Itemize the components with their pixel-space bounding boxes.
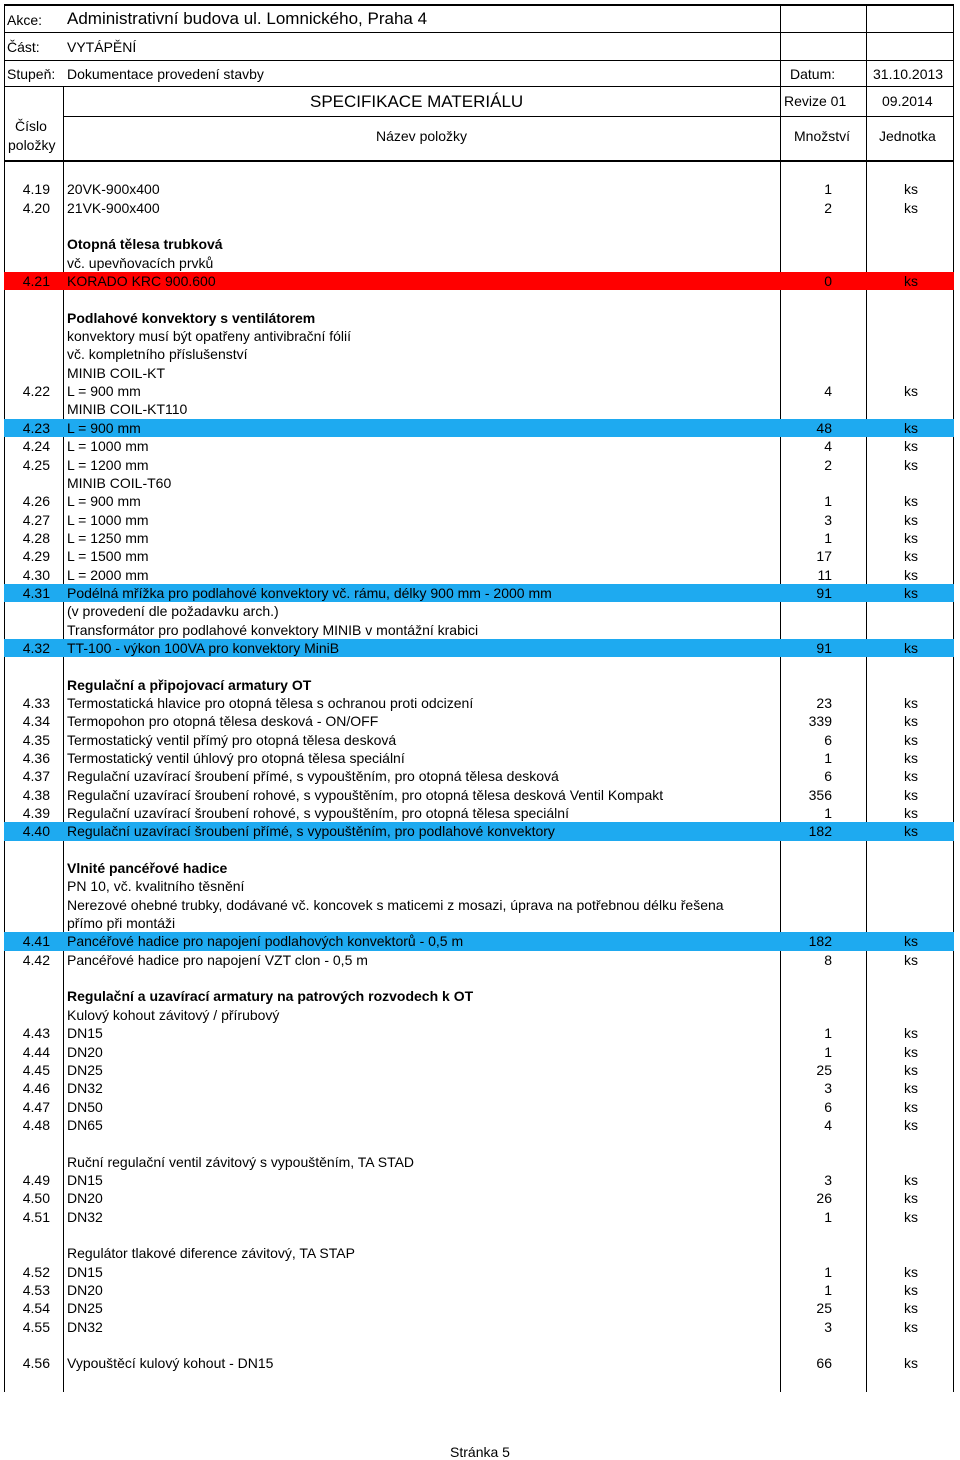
item-number: 4.42 bbox=[22, 951, 50, 968]
item-name: MINIB COIL-KT110 bbox=[67, 401, 188, 418]
item-name: MINIB COIL-T60 bbox=[67, 474, 172, 491]
item-number: 4.53 bbox=[22, 1281, 50, 1298]
header-row-line bbox=[4, 60, 954, 61]
table-row bbox=[4, 1281, 954, 1299]
item-number: 4.54 bbox=[22, 1300, 50, 1317]
item-unit: ks bbox=[904, 805, 918, 822]
item-unit: ks bbox=[904, 1300, 918, 1317]
part-name: VYTÁPĚNÍ bbox=[67, 39, 137, 55]
item-name: (v provedení dle požadavku arch.) bbox=[67, 603, 279, 620]
table-row bbox=[4, 1336, 954, 1354]
item-number: 4.22 bbox=[22, 383, 50, 400]
item-number: 4.33 bbox=[22, 694, 50, 711]
header-col-divider bbox=[866, 6, 867, 160]
table-row bbox=[4, 437, 954, 455]
item-unit: ks bbox=[904, 639, 918, 656]
table-row bbox=[4, 345, 954, 363]
table-row bbox=[4, 1061, 954, 1079]
akce-label: Akce: bbox=[7, 12, 43, 28]
item-unit: ks bbox=[904, 713, 918, 730]
specification-title: SPECIFIKACE MATERIÁLU bbox=[310, 92, 524, 111]
item-unit: ks bbox=[904, 1281, 918, 1298]
table-row bbox=[4, 914, 954, 932]
project-name: Administrativní budova ul. Lomnického, Praha 4 bbox=[67, 9, 428, 28]
item-number: 4.32 bbox=[22, 639, 50, 656]
table-row bbox=[4, 896, 954, 914]
item-unit: ks bbox=[904, 1043, 918, 1060]
revision-label: Revize 01 bbox=[784, 93, 847, 109]
table-row bbox=[4, 566, 954, 584]
table-row bbox=[4, 511, 954, 529]
item-quantity: 11 bbox=[817, 566, 832, 583]
item-name: DN15 bbox=[67, 1025, 103, 1042]
table-row bbox=[4, 456, 954, 474]
item-unit: ks bbox=[904, 1080, 918, 1097]
item-name: DN32 bbox=[67, 1208, 103, 1225]
col-header-jednotka: Jednotka bbox=[879, 128, 936, 144]
item-number: 4.39 bbox=[22, 805, 50, 822]
items-table bbox=[4, 162, 954, 1392]
table-row bbox=[4, 951, 954, 969]
item-name: DN65 bbox=[67, 1116, 103, 1133]
item-number: 4.43 bbox=[22, 1025, 50, 1042]
item-name: DN15 bbox=[67, 1263, 103, 1280]
item-number: 4.47 bbox=[22, 1098, 50, 1115]
item-number: 4.37 bbox=[22, 768, 50, 785]
table-row bbox=[4, 254, 954, 272]
item-quantity: 3 bbox=[824, 1318, 832, 1335]
item-number: 4.50 bbox=[22, 1190, 50, 1207]
item-name: vč. kompletního příslušenství bbox=[67, 346, 248, 363]
item-quantity: 6 bbox=[824, 731, 832, 748]
table-row bbox=[4, 309, 954, 327]
item-quantity: 6 bbox=[824, 1098, 832, 1115]
table-row bbox=[4, 749, 954, 767]
item-quantity: 339 bbox=[808, 713, 832, 730]
item-number: 4.56 bbox=[22, 1355, 50, 1372]
col-header-cislo-2: položky bbox=[8, 137, 56, 153]
item-unit: ks bbox=[904, 1190, 918, 1207]
item-name: MINIB COIL-KT bbox=[67, 364, 166, 381]
item-unit: ks bbox=[904, 511, 918, 528]
item-name: L = 900 mm bbox=[67, 383, 141, 400]
item-number: 4.41 bbox=[22, 933, 50, 950]
item-quantity: 1 bbox=[824, 493, 832, 510]
item-unit: ks bbox=[904, 823, 918, 840]
table-row bbox=[4, 1079, 954, 1097]
item-unit: ks bbox=[904, 1318, 918, 1335]
table-row bbox=[4, 400, 954, 418]
table-row bbox=[4, 1006, 954, 1024]
item-number: 4.31 bbox=[22, 584, 50, 601]
table-row bbox=[4, 1153, 954, 1171]
item-unit: ks bbox=[904, 419, 918, 436]
table-row bbox=[4, 584, 954, 602]
item-quantity: 1 bbox=[824, 805, 832, 822]
item-number: 4.35 bbox=[22, 731, 50, 748]
page-number: Stránka 5 bbox=[450, 1444, 510, 1460]
table-row bbox=[4, 786, 954, 804]
item-quantity: 23 bbox=[816, 694, 832, 711]
col-header-mnozstvi: Množství bbox=[794, 128, 851, 144]
item-quantity: 2 bbox=[824, 456, 832, 473]
item-name: Regulační uzavírací šroubení rohové, s vypouštěním, pro otopná tělesa speciální bbox=[67, 805, 569, 822]
item-number: 4.48 bbox=[22, 1116, 50, 1133]
item-quantity: 1 bbox=[824, 750, 832, 766]
item-name: Regulační uzavírací šroubení rohové, s vypouštěním, pro otopná tělesa desková Ventil Kompakt bbox=[67, 786, 664, 803]
item-name: Termopohon pro otopná tělesa desková - ON/OFF bbox=[67, 713, 379, 730]
table-row bbox=[4, 419, 954, 437]
table-row bbox=[4, 877, 954, 895]
table-row bbox=[4, 859, 954, 877]
item-quantity: 91 bbox=[816, 584, 832, 601]
table-row bbox=[4, 492, 954, 510]
item-number: 4.34 bbox=[22, 713, 50, 730]
col-header-nazev: Název položky bbox=[376, 128, 468, 144]
table-row bbox=[4, 822, 954, 840]
sheet-header bbox=[4, 4, 954, 162]
table-rows bbox=[4, 162, 954, 1373]
item-unit: ks bbox=[904, 1208, 918, 1225]
table-row bbox=[4, 1208, 954, 1226]
table-row bbox=[4, 712, 954, 730]
table-row bbox=[4, 1299, 954, 1317]
item-name: DN32 bbox=[67, 1318, 103, 1335]
col-header-cislo: Číslo bbox=[15, 118, 47, 134]
item-number: 4.36 bbox=[22, 750, 50, 766]
table-row bbox=[4, 969, 954, 987]
table-row bbox=[4, 639, 954, 657]
table-row bbox=[4, 1024, 954, 1042]
item-quantity: 1 bbox=[824, 1263, 832, 1280]
item-name: Kulový kohout závitový / přírubový bbox=[67, 1006, 280, 1023]
item-name: TT-100 - výkon 100VA pro konvektory MiniB bbox=[67, 639, 340, 656]
item-name: Termostatický ventil úhlový pro otopná tělesa speciální bbox=[67, 750, 405, 766]
item-number: 4.27 bbox=[22, 511, 50, 528]
item-quantity: 91 bbox=[816, 639, 832, 656]
item-unit: ks bbox=[904, 584, 918, 601]
item-number: 4.49 bbox=[22, 1171, 50, 1188]
item-unit: ks bbox=[904, 273, 918, 290]
table-row bbox=[4, 731, 954, 749]
table-row bbox=[4, 932, 954, 950]
item-name: 20VK-900x400 bbox=[67, 181, 160, 198]
item-quantity: 1 bbox=[824, 1025, 832, 1042]
item-number: 4.30 bbox=[22, 566, 50, 583]
header-border-right bbox=[953, 6, 954, 160]
item-number: 4.21 bbox=[22, 273, 50, 290]
item-quantity: 1 bbox=[824, 181, 832, 198]
table-row bbox=[4, 694, 954, 712]
item-quantity: 0 bbox=[824, 273, 832, 290]
item-unit: ks bbox=[904, 786, 918, 803]
table-row bbox=[4, 1043, 954, 1061]
item-name: DN25 bbox=[67, 1300, 103, 1317]
item-number: 4.51 bbox=[22, 1208, 50, 1225]
item-unit: ks bbox=[904, 694, 918, 711]
item-name: přímo při montáži bbox=[67, 915, 176, 932]
item-number: 4.55 bbox=[22, 1318, 50, 1335]
table-row bbox=[4, 767, 954, 785]
item-unit: ks bbox=[904, 1355, 918, 1372]
item-unit: ks bbox=[904, 383, 918, 400]
item-name: Termostatická hlavice pro otopná tělesa s ochranou proti odcizení bbox=[67, 694, 474, 711]
item-number: 4.20 bbox=[22, 199, 50, 216]
item-quantity: 1 bbox=[824, 529, 832, 546]
item-name: Vlnité pancéřové hadice bbox=[67, 860, 228, 877]
item-number: 4.23 bbox=[22, 419, 50, 436]
table-row bbox=[4, 162, 954, 180]
item-name: DN50 bbox=[67, 1098, 103, 1115]
table-row bbox=[4, 272, 954, 290]
item-name: L = 1200 mm bbox=[67, 456, 149, 473]
header-row-line bbox=[63, 116, 954, 117]
item-quantity: 4 bbox=[824, 438, 832, 455]
item-unit: ks bbox=[904, 493, 918, 510]
item-quantity: 2 bbox=[824, 199, 832, 216]
item-name: Regulační a připojovací armatury OT bbox=[67, 676, 312, 693]
item-name: Otopná tělesa trubková bbox=[67, 236, 223, 253]
item-unit: ks bbox=[904, 181, 918, 198]
item-number: 4.29 bbox=[22, 548, 50, 565]
item-unit: ks bbox=[904, 951, 918, 968]
cast-label: Část: bbox=[7, 39, 40, 55]
item-name: vč. upevňovacích prvků bbox=[67, 254, 214, 271]
item-name: L = 2000 mm bbox=[67, 566, 149, 583]
item-name: DN20 bbox=[67, 1043, 103, 1060]
item-unit: ks bbox=[904, 566, 918, 583]
table-row bbox=[4, 199, 954, 217]
item-name: Pancéřové hadice pro napojení VZT clon - 0,5 m bbox=[67, 951, 368, 968]
item-quantity: 1 bbox=[824, 1208, 832, 1225]
item-quantity: 8 bbox=[824, 951, 832, 968]
item-name: konvektory musí být opatřeny antivibrační fólií bbox=[67, 328, 352, 345]
item-quantity: 4 bbox=[824, 383, 832, 400]
table-row bbox=[4, 529, 954, 547]
item-number: 4.45 bbox=[22, 1061, 50, 1078]
item-number: 4.28 bbox=[22, 529, 50, 546]
item-quantity: 66 bbox=[816, 1355, 832, 1372]
specification-sheet bbox=[4, 4, 954, 1392]
table-row bbox=[4, 804, 954, 822]
header-row-line bbox=[4, 32, 954, 33]
item-unit: ks bbox=[904, 529, 918, 546]
item-unit: ks bbox=[904, 199, 918, 216]
table-row bbox=[4, 1226, 954, 1244]
item-quantity: 25 bbox=[816, 1061, 832, 1078]
item-quantity: 182 bbox=[808, 823, 832, 840]
table-row bbox=[4, 235, 954, 253]
item-name: Ruční regulační ventil závitový s vypouštěním, TA STAD bbox=[67, 1153, 415, 1170]
item-number: 4.26 bbox=[22, 493, 50, 510]
item-quantity: 4 bbox=[824, 1116, 832, 1133]
item-unit: ks bbox=[904, 1025, 918, 1042]
table-row bbox=[4, 290, 954, 308]
datum-value: 31.10.2013 bbox=[873, 66, 944, 82]
table-row bbox=[4, 602, 954, 620]
table-row bbox=[4, 217, 954, 235]
table-row bbox=[4, 657, 954, 675]
item-number: 4.52 bbox=[22, 1263, 50, 1280]
item-unit: ks bbox=[904, 1263, 918, 1280]
item-quantity: 25 bbox=[816, 1300, 832, 1317]
item-unit: ks bbox=[904, 456, 918, 473]
table-row bbox=[4, 987, 954, 1005]
table-row bbox=[4, 1116, 954, 1134]
item-quantity: 26 bbox=[816, 1190, 832, 1207]
stupen-label: Stupeň: bbox=[7, 66, 56, 82]
item-number: 4.24 bbox=[22, 438, 50, 455]
item-name: PN 10, vč. kvalitního těsnění bbox=[67, 878, 245, 895]
item-unit: ks bbox=[904, 1061, 918, 1078]
table-row bbox=[4, 1171, 954, 1189]
item-quantity: 3 bbox=[824, 511, 832, 528]
item-name: Regulátor tlakové diference závitový, TA STAP bbox=[67, 1245, 355, 1262]
table-row bbox=[4, 621, 954, 639]
header-col-divider bbox=[780, 6, 781, 160]
item-name: Podélná mřížka pro podlahové konvektory vč. rámu, délky 900 mm - 2000 mm bbox=[67, 584, 552, 601]
item-name: L = 1500 mm bbox=[67, 548, 149, 565]
item-name: L = 900 mm bbox=[67, 493, 141, 510]
item-name: Regulační uzavírací šroubení přímé, s vypouštěním, pro otopná tělesa desková bbox=[67, 768, 559, 785]
header-row-line bbox=[4, 86, 954, 87]
item-quantity: 6 bbox=[824, 768, 832, 785]
table-row bbox=[4, 1189, 954, 1207]
item-unit: ks bbox=[904, 1116, 918, 1133]
item-quantity: 182 bbox=[808, 933, 832, 950]
header-col-divider bbox=[63, 86, 64, 160]
table-row bbox=[4, 327, 954, 345]
revision-date: 09.2014 bbox=[882, 93, 933, 109]
item-unit: ks bbox=[904, 438, 918, 455]
table-row bbox=[4, 364, 954, 382]
item-name: Transformátor pro podlahové konvektory MINIB v montážní krabici bbox=[67, 621, 479, 638]
item-number: 4.19 bbox=[22, 181, 50, 198]
table-row bbox=[4, 676, 954, 694]
item-unit: ks bbox=[904, 768, 918, 785]
item-name: DN15 bbox=[67, 1171, 103, 1188]
item-name: DN20 bbox=[67, 1281, 103, 1298]
datum-label: Datum: bbox=[790, 66, 836, 82]
item-quantity: 3 bbox=[824, 1080, 832, 1097]
item-number: 4.40 bbox=[22, 823, 50, 840]
item-quantity: 48 bbox=[816, 419, 832, 436]
item-unit: ks bbox=[904, 933, 918, 950]
item-name: Regulační a uzavírací armatury na patrových rozvodech k OT bbox=[67, 988, 474, 1005]
item-number: 4.44 bbox=[22, 1043, 50, 1060]
item-name: Podlahové konvektory s ventilátorem bbox=[67, 309, 316, 326]
item-name: Regulační uzavírací šroubení přímé, s vypouštěním, pro podlahové konvektory bbox=[67, 823, 555, 840]
item-name: Vypouštěcí kulový kohout - DN15 bbox=[67, 1355, 274, 1372]
item-quantity: 17 bbox=[816, 548, 832, 565]
table-row bbox=[4, 1354, 954, 1372]
table-row bbox=[4, 1244, 954, 1262]
header-border-left bbox=[4, 6, 5, 160]
table-row bbox=[4, 1098, 954, 1116]
item-name: L = 1250 mm bbox=[67, 529, 149, 546]
item-quantity: 1 bbox=[824, 1043, 832, 1060]
item-number: 4.46 bbox=[22, 1080, 50, 1097]
item-unit: ks bbox=[904, 1098, 918, 1115]
table-row bbox=[4, 474, 954, 492]
table-row bbox=[4, 841, 954, 859]
item-unit: ks bbox=[904, 1171, 918, 1188]
item-number: 4.25 bbox=[22, 456, 50, 473]
item-name: L = 1000 mm bbox=[67, 511, 149, 528]
item-name: 21VK-900x400 bbox=[67, 199, 160, 216]
table-row bbox=[4, 547, 954, 565]
table-row bbox=[4, 1134, 954, 1152]
item-name: Pancéřové hadice pro napojení podlahových konvektorů - 0,5 m bbox=[67, 933, 464, 950]
item-name: DN32 bbox=[67, 1080, 103, 1097]
table-row bbox=[4, 1263, 954, 1281]
stage-name: Dokumentace provedení stavby bbox=[67, 66, 264, 82]
item-name: Termostatický ventil přímý pro otopná tělesa desková bbox=[67, 731, 397, 748]
table-row bbox=[4, 1318, 954, 1336]
item-name: Nerezové ohebné trubky, dodávané vč. koncovek s maticemi z mosazi, úprava na potřebnou délku řešena bbox=[67, 896, 724, 913]
item-quantity: 3 bbox=[824, 1171, 832, 1188]
item-name: DN25 bbox=[67, 1061, 103, 1078]
item-name: L = 900 mm bbox=[67, 419, 141, 436]
item-name: L = 1000 mm bbox=[67, 438, 149, 455]
item-number: 4.38 bbox=[22, 786, 50, 803]
item-quantity: 356 bbox=[808, 786, 832, 803]
item-unit: ks bbox=[904, 548, 918, 565]
table-row bbox=[4, 180, 954, 198]
item-quantity: 1 bbox=[824, 1281, 832, 1298]
item-name: DN20 bbox=[67, 1190, 103, 1207]
item-unit: ks bbox=[904, 731, 918, 748]
item-unit: ks bbox=[904, 750, 918, 766]
table-row bbox=[4, 382, 954, 400]
item-name: KORADO KRC 900.600 bbox=[67, 273, 216, 290]
